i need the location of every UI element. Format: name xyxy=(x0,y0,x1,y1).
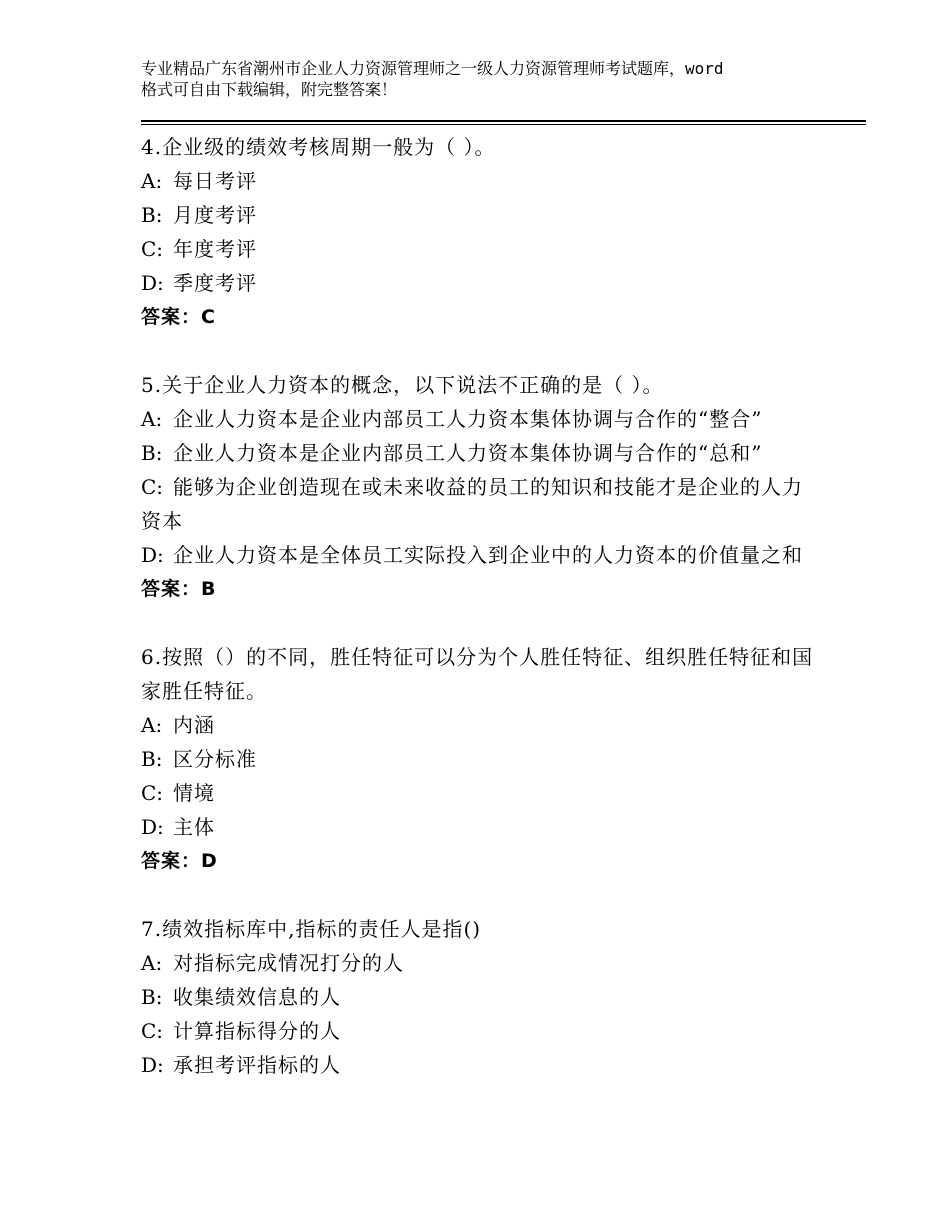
question-6 xyxy=(141,640,821,878)
option-text: 承担考评指标的人 xyxy=(173,1053,341,1077)
option-letter: C: xyxy=(141,237,164,261)
option-d xyxy=(141,266,821,300)
header-rule-thin xyxy=(141,124,866,125)
option-letter: A: xyxy=(141,951,163,975)
option-b xyxy=(141,980,821,1014)
option-text: 计算指标得分的人 xyxy=(173,1019,341,1043)
option-b xyxy=(141,742,821,776)
option-d xyxy=(141,1048,821,1082)
question-7 xyxy=(141,912,821,1082)
option-text: 企业人力资本是全体员工实际投入到企业中的人力资本的价值量之和 xyxy=(173,543,803,567)
option-text: 能够为企业创造现在或未来收益的员工的知识和技能才是企业的人力资本 xyxy=(141,475,803,533)
header-line-1: 专业精品广东省潮州市企业人力资源管理师之一级人力资源管理师考试题库，word xyxy=(141,59,724,78)
option-b xyxy=(141,198,821,232)
option-letter: B: xyxy=(141,747,163,771)
option-c xyxy=(141,1014,821,1048)
option-text: 主体 xyxy=(173,815,215,839)
answer-label: 答案：C xyxy=(141,306,216,328)
option-a xyxy=(141,164,821,198)
answer-label: 答案：B xyxy=(141,578,217,600)
option-c xyxy=(141,232,821,266)
option-text: 月度考评 xyxy=(173,203,257,227)
question-stem: 4.企业级的绩效考核周期一般为（ ）。 xyxy=(141,135,496,159)
option-a xyxy=(141,946,821,980)
header-line-2: 格式可自由下载编辑，附完整答案！ xyxy=(141,80,398,99)
option-letter: B: xyxy=(141,441,163,465)
option-text: 企业人力资本是企业内部员工人力资本集体协调与合作的“总和” xyxy=(173,441,763,465)
option-letter: C: xyxy=(141,475,164,499)
option-c xyxy=(141,776,821,810)
header-rule-thick xyxy=(141,120,866,122)
option-letter: A: xyxy=(141,169,163,193)
option-text: 情境 xyxy=(173,781,215,805)
option-letter: B: xyxy=(141,985,163,1009)
option-d xyxy=(141,810,821,844)
option-text: 年度考评 xyxy=(173,237,257,261)
option-letter: D: xyxy=(141,271,164,295)
answer-label: 答案：D xyxy=(141,850,218,872)
question-4 xyxy=(141,130,821,334)
option-letter: B: xyxy=(141,203,163,227)
question-list xyxy=(141,130,821,1082)
option-text: 区分标准 xyxy=(173,747,257,771)
option-text: 收集绩效信息的人 xyxy=(173,985,341,1009)
option-c xyxy=(141,470,821,538)
option-letter: C: xyxy=(141,1019,164,1043)
document-header xyxy=(141,58,831,100)
option-a xyxy=(141,402,821,436)
option-letter: A: xyxy=(141,407,163,431)
option-text: 内涵 xyxy=(173,713,215,737)
question-5 xyxy=(141,368,821,606)
question-stem: 7.绩效指标库中,指标的责任人是指() xyxy=(141,917,482,941)
option-d xyxy=(141,538,821,572)
option-text: 对指标完成情况打分的人 xyxy=(173,951,404,975)
option-letter: A: xyxy=(141,713,163,737)
option-text: 企业人力资本是企业内部员工人力资本集体协调与合作的“整合” xyxy=(173,407,763,431)
question-stem: 5.关于企业人力资本的概念，以下说法不正确的是（ ）。 xyxy=(141,373,664,397)
option-text: 每日考评 xyxy=(173,169,257,193)
option-letter: D: xyxy=(141,1053,164,1077)
option-b xyxy=(141,436,821,470)
question-stem: 6.按照（）的不同，胜任特征可以分为个人胜任特征、组织胜任特征和国家胜任特征。 xyxy=(141,645,814,703)
option-a xyxy=(141,708,821,742)
option-letter: D: xyxy=(141,543,164,567)
option-letter: D: xyxy=(141,815,164,839)
option-text: 季度考评 xyxy=(173,271,257,295)
option-letter: C: xyxy=(141,781,164,805)
